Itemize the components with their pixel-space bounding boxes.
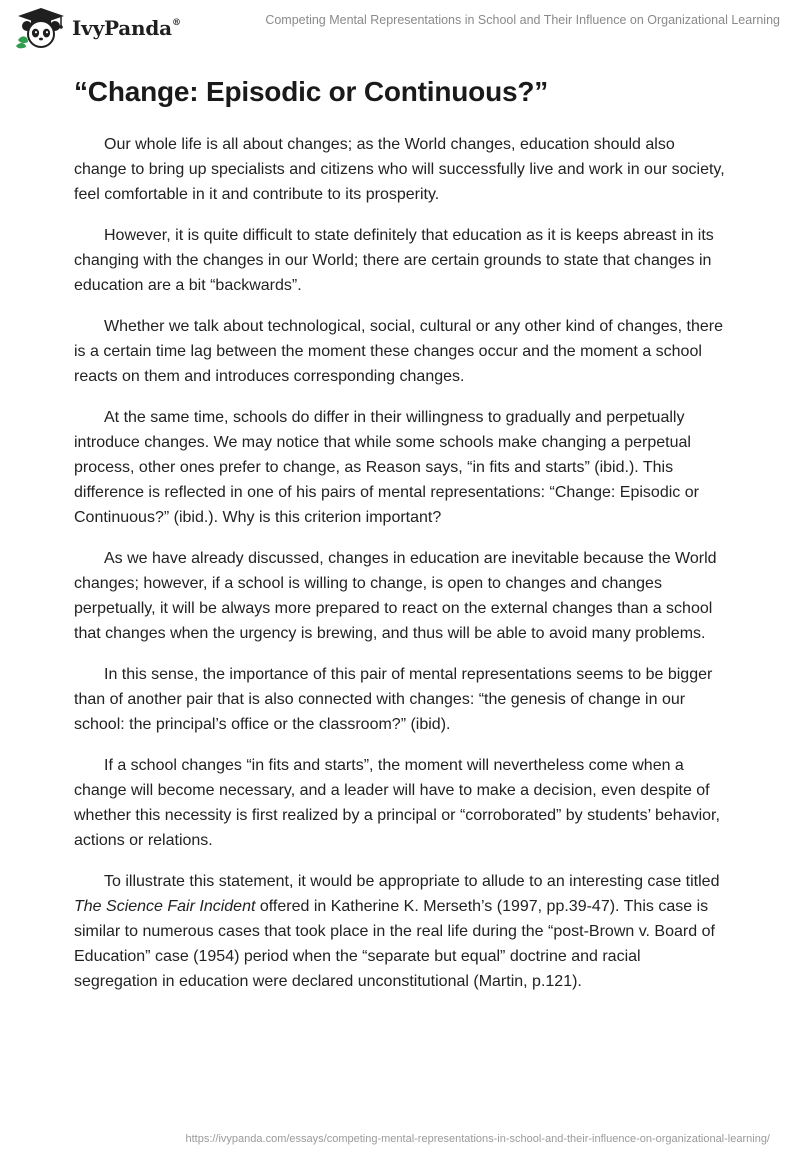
paragraph-final <box>74 869 726 994</box>
paragraph: If a school changes “in fits and starts”, the moment will nevertheless come when a change will become necessary, and a leader will have to make a decision, even despite of whether this necessity is first realized by a principal or “corroborated” by students’ behavior, actions or relations. <box>74 757 720 849</box>
paragraph: Our whole life is all about changes; as the World changes, education should also change to bring up specialists and citizens who will successfully live and work in our society, feel comfortable in it and contribute to its prosperity. <box>74 136 725 203</box>
paragraph: As we have already discussed, changes in education are inevitable because the World changes; however, if a school is willing to change, is open to changes and changes perpetually, it will be always more prepared to react on the external changes than a school that changes when the urgency is brewing, and thus will be able to avoid many problems. <box>74 550 717 642</box>
source-url[interactable]: https://ivypanda.com/essays/competing-mental-representations-in-school-and-their-influence-on-organizational-learning/ <box>185 1133 770 1145</box>
paragraph-text: offered in Katherine K. Merseth’s (1997, pp.39-47). This case is similar to numerous cases that took place in the real life during the “post-Brown v. Board of Education” case (1954) period when the “separate but equal” doctrine and racial segregation in education were declared unconstitutional (Martin, p.121). <box>74 898 715 990</box>
paragraph: Whether we talk about technological, social, cultural or any other kind of changes, there is a certain time lag between the moment these changes occur and the moment a school reacts on them and introduces corresponding changes. <box>74 318 724 385</box>
article-body <box>74 132 726 1010</box>
case-title: The Science Fair Incident <box>74 898 256 915</box>
brand-name: IvyPanda® <box>72 16 181 40</box>
paragraph: In this sense, the importance of this pair of mental representations seems to be bigger than of another pair that is also connected with changes: “the genesis of change in our school: the principal’s office or the classroom?” (ibid). <box>74 666 713 733</box>
page-header <box>0 0 800 56</box>
page-title: “Change: Episodic or Continuous?” <box>74 76 549 107</box>
paragraph: However, it is quite difficult to state definitely that education as it is keeps abreast in its changing with the changes in our World; there are certain grounds to state that changes in education are a bit “backwards”. <box>74 227 714 294</box>
paragraph: At the same time, schools do differ in their willingness to gradually and perpetually introduce changes. We may notice that while some schools make changing a perpetual process, other ones prefer to change, as Reason says, “in fits and starts” (ibid.). This difference is reflected in one of his pairs of mental representations: “Change: Episodic or Continuous?” (ibid.). Why is this criterion important? <box>74 409 699 526</box>
ivypanda-logo[interactable] <box>14 6 181 50</box>
paragraph-text: To illustrate this statement, it would be appropriate to allude to an interesting case titled <box>104 873 720 890</box>
panda-graduate-icon <box>14 6 68 50</box>
document-title: Competing Mental Representations in School and Their Influence on Organizational Learning <box>265 13 780 27</box>
